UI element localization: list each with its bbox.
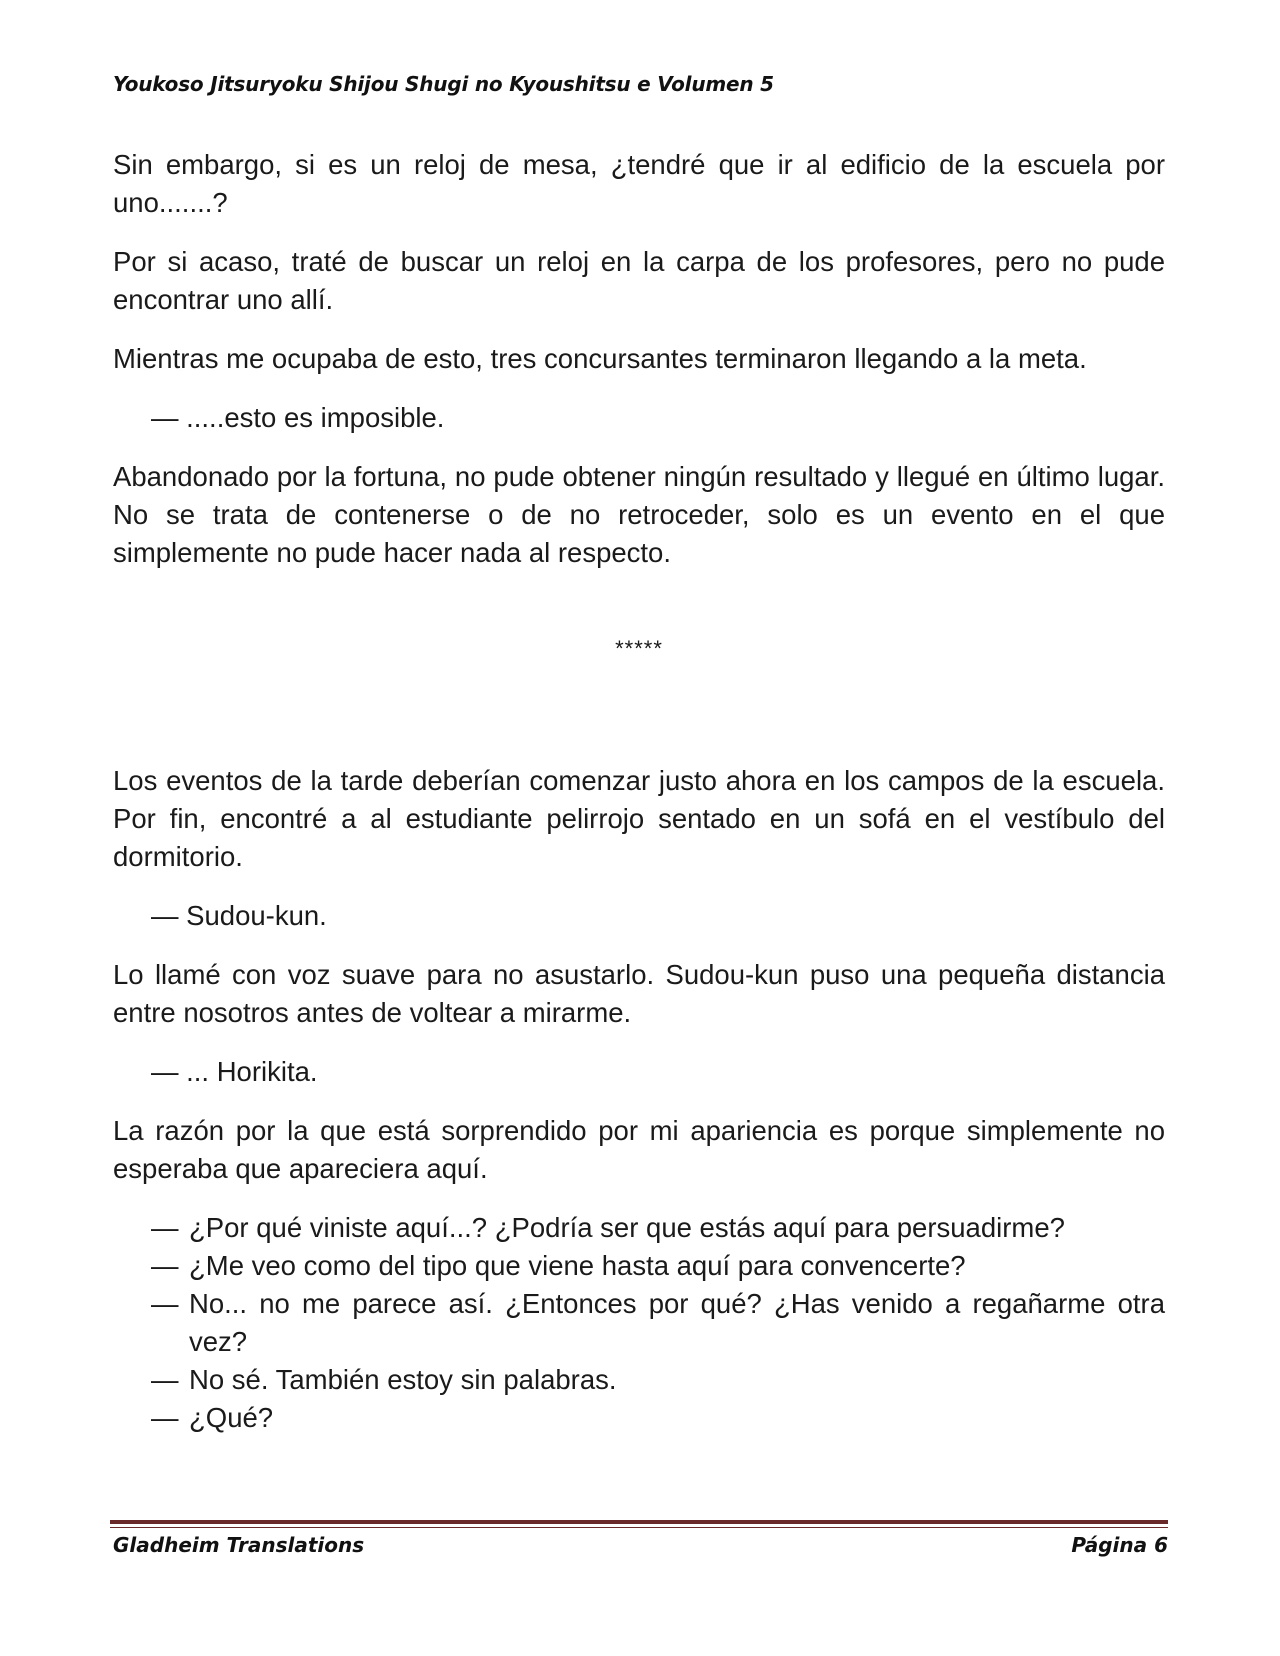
dialogue-list-item [113,1247,1165,1285]
page-body [113,146,1165,1437]
dialogue-list [113,1209,1165,1437]
em-dash: — [151,1364,179,1395]
dialogue-list-item [113,1209,1165,1247]
paragraph-3: Mientras me ocupaba de esto, tres concursantes terminaron llegando a la meta. [113,343,1087,374]
em-dash: — [151,1288,179,1319]
footer-page-number: Página 6 [1071,1533,1168,1557]
paragraph-2: Por si acaso, traté de buscar un reloj en la carpa de los profesores, pero no pude encontrar uno allí. [113,246,1165,315]
em-dash: — [151,1212,179,1243]
dialogue-text: ¿Qué? [189,1402,274,1433]
paragraph-7: La razón por la que está sorprendido por mi apariencia es porque simplemente no esperaba que apareciera aquí. [113,1115,1165,1184]
scene-separator: ***** [615,636,663,661]
footer-divider-thin [110,1527,1168,1528]
paragraph-1: Sin embargo, si es un reloj de mesa, ¿tendré que ir al edificio de la escuela por uno.......? [113,149,1165,218]
paragraph-4: Abandonado por la fortuna, no pude obtener ningún resultado y llegué en último lugar. No se trata de contenerse o de no retroceder, solo es un evento en el que simplemente no pude hacer nada al respecto. [113,461,1165,568]
dialogue-list-item [113,1285,1165,1361]
em-dash: — [151,1250,179,1281]
paragraph-5: Los eventos de la tarde deberían comenzar justo ahora en los campos de la escuela. Por fin, encontré a al estudiante pelirrojo sentado en un sofá en el vestíbulo del dormitorio. [113,765,1165,872]
dialogue-line-1: — .....esto es imposible. [151,402,445,433]
dialogue-text: ¿Por qué viniste aquí...? ¿Podría ser que estás aquí para persuadirme? [189,1212,1065,1243]
dialogue-line-3: — ... Horikita. [151,1056,318,1087]
footer-divider-thick [110,1520,1168,1524]
dialogue-text: No sé. También estoy sin palabras. [189,1364,617,1395]
dialogue-text: ¿Me veo como del tipo que viene hasta aquí para convencerte? [189,1250,966,1281]
em-dash: — [151,1402,179,1433]
running-header: Youkoso Jitsuryoku Shijou Shugi no Kyoushitsu e Volumen 5 [113,72,774,96]
dialogue-line-2: — Sudou-kun. [151,900,327,931]
paragraph-6: Lo llamé con voz suave para no asustarlo. Sudou-kun puso una pequeña distancia entre nosotros antes de voltear a mirarme. [113,959,1165,1028]
dialogue-text: No... no me parece así. ¿Entonces por qué? ¿Has venido a regañarme otra vez? [189,1288,1165,1357]
dialogue-list-item [113,1361,1165,1399]
footer-publisher: Gladheim Translations [113,1533,365,1557]
dialogue-list-item [113,1399,1165,1437]
